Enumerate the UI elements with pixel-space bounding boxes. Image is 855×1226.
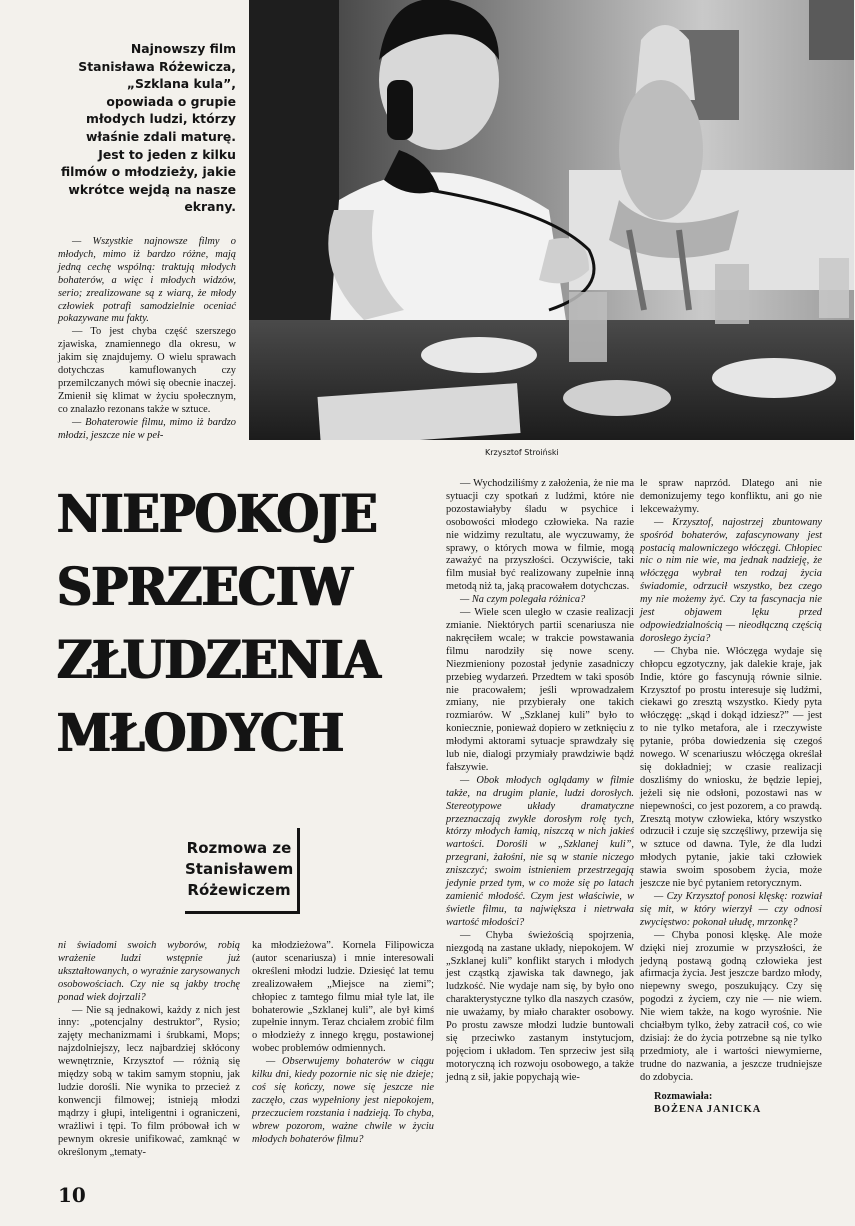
answer-7: — Chyba ponosi klęskę. Ale może dzięki niej zrozumie w przyszłości, że jedyną postawą godną człowieka jest afirmacja życia. Jest jeszcze bardzo młody, niepewny swego, poszukujący. Czy się pogodzi z życiem, czy nie — nie wiem. Nie wiem także, na kogo wyrośnie. Nie chciałbym tylko, żeby zatracił coś, co wie dzisiaj: że do życia potrzebne są nie tylko przedmioty, ale i wartości niewymierne, trudne do nazwania, a jeszcze trudniejsze do zdobycia.: [640, 929, 822, 1083]
question-2-start: — Bohaterowie filmu, mimo iż bardzo młodzi, jeszcze nie w peł-: [58, 416, 236, 441]
question-7: — Czy Krzysztof ponosi klęskę: rozwiał się mit, w który wierzył — czy odnosi zwycięstwo: pokonał ułudę, mrzonkę?: [640, 891, 822, 928]
film-still-illustration: [249, 0, 854, 440]
column-1-bottom: [58, 940, 240, 1159]
answer-2-end: ka młodzieżowa”. Kornela Filipowicza (autor scenariusza) i mnie interesowali określeni młodzi ludzie. Dziesięć lat temu zrealizowałem „Miejsce na ziemi”; chłopiec z tamtego filmu miał tyle lat, ile bohaterowie „Szklanej kuli”, ale był kimś zupełnie innym. Teraz chciałem zrobić film o młodzieży z innego kręgu, postawionej wobec problemów odmiennych.: [252, 940, 434, 1055]
question-1: — Wszystkie najnowsze filmy o młodych, mimo iż bardzo różne, mają jedną cechę wspólną: traktują młodych bohaterów, a więc i młodych widzów, serio; zrealizowane są z wiarą, że młody człowiek potrafi samodzielnie oceniać pokazywane mu fakty.: [58, 236, 236, 325]
question-3: — Obserwujemy bohaterów w ciągu kilku dni, kiedy pozornie nic się nie dzieje; coś się kończy, nowe się jeszcze nie zaczęło, czas wypełniony jest niepokojem, przeczuciem rozstania i nadzieją. To chyba, wbrew pozorom, ważne chwile w życiu młodych bohaterów filmu?: [252, 1056, 434, 1145]
headline-line-2: SPRZECIW: [56, 557, 351, 618]
subheading: Rozmowa ze Stanisławem Różewiczem: [185, 839, 294, 899]
film-still-photo: [249, 0, 854, 440]
headline: [56, 478, 404, 770]
answer-5-end: le spraw naprzód. Dlatego ani nie demonizujemy tego konfliktu, ani go nie lekceważymy.: [640, 478, 822, 515]
answer-2: — Nie są jednakowi, każdy z nich jest inny: „potencjalny destruktor”, Rysio; zajęty mechanizmami i śrubkami, Mops; najzdolniejszy, lecz najbardziej skłócony wewnętrznie, Krzysztof — różnią się między sobą w takim samym stopniu, jak ludzie dorośli. Nie wynika to przecież z konwencji filmowej; istnieją młodzi mądrzy i głupi, inteligentni i ograniczeni, wrażliwi i tępi. To film próbował ich w pewnym okresie unifikować, zamknąć w określonym „tematy-: [58, 1004, 240, 1158]
column-3: [446, 478, 634, 1085]
answer-4: — Wiele scen uległo w czasie realizacji zmianie. Niektórych partii scenariusza nie nakręciłem wcale; w trakcie powstawania filmu narodziły się nowe sceny. Niezmieniony pozostał jedynie zasadniczy przebieg wydarzeń. Przedtem w taki sposób nie pracowałem; jeśli wprowadzałem zmiany, nie przybierały one takich rozmiarów. W „Szklanej kuli” było to koniecznie, ponieważ dopiero w zetknięciu z młodymi aktorami sytuacje sprawdzały się lub nie, dialogi przymiały prawdziwie bądź fałszywie.: [446, 607, 634, 773]
answer-5: — Chyba świeżością spojrzenia, niezgodą na zastane układy, niepokojem. W „Szklanej kuli” konflikt starych i młodych jest cząstką zjawiska tak dawnego, jak ludzkość. Nie wydaje nam się, by było ono charakterystyczne tylko dla naszych czasów, nie uważamy, by miało charakter osobowy. Po prostu zawsze młodzi ludzie buntowali się przeciwko zastanym instytucjom, pojęciom i układom. Ten sprzeciw jest siłą motoryczną ich rozwoju osobowego, a także jedną z sił, jakie popychają wie-: [446, 929, 634, 1083]
page-number: 10: [58, 1183, 86, 1207]
column-4: [640, 478, 822, 1116]
signature-name: BOŻENA JANICKA: [654, 1103, 762, 1115]
question-6: — Krzysztof, najostrzej zbuntowany spośród bohaterów, zafascynowany jest postacią malowniczego włóczęgi. Chłopiec nic o nim nie wie, ma jednak nadzieję, że włóczęga wybrał ten rodzaj życia świadomie, odrzucił wszystko, bez czego my nie możemy żyć. Czy ta fascynacja nie jest objawem lęku przed odpowiedzialnością — nieodłączną częścią dorosłego życia?: [640, 516, 822, 644]
column-1-top: [58, 236, 236, 443]
headline-line-1: NIEPOKOJE: [56, 484, 376, 545]
question-2-end: ni świadomi swoich wyborów, robią wrażenie ludzi wstępnie już ukształtowanych, o wyraźnie zarysowanych osobowościach. Czy nie są jakby trochę ponad wiek dojrzali?: [58, 940, 240, 1003]
headline-line-3: ZŁUDZENIA: [56, 630, 379, 691]
answer-3: — Wychodziliśmy z założenia, że nie ma sytuacji czy spotkań z ludźmi, które nie pozostawiałyby śladu w psychice i osobowości młodego człowieka. Na razie nie widzimy rezultatu, ale wyczuwamy, że sprawy, o których mowa w filmie, mogą zaważyć na przyszłości. Oczywiście, taki film musiał być realizowany zupełnie inną metodą niż ta, jaką pracowałem dotychczas.: [446, 478, 634, 593]
answer-1: — To jest chyba część szerszego zjawiska, znamiennego dla okresu, w jakim się znajdujemy. O wielu sprawach dotychczas kamuflowanych czy przemilczanych mówi się obecnie inaczej. Zmienił się klimat w życiu społecznym, co znalazło rezonans także w sztuce.: [58, 326, 236, 415]
photo-caption: Krzysztof Stroiński: [485, 448, 559, 457]
lead-paragraph: Najnowszy film Stanisława Różewicza, „Szklana kula”, opowiada o grupie młodych ludzi, którzy właśnie zdali maturę. Jest to jeden z kilku filmów o młodzieży, jakie wkrótce wejdą na nasze ekrany.: [60, 41, 236, 215]
headline-line-4: MŁODYCH: [56, 703, 343, 764]
signature-label: Rozmawiała:: [654, 1090, 713, 1102]
answer-6: — Chyba nie. Włóczęga wydaje się chłopcu egzotyczny, jak dalekie kraje, jak Indie, które go fascynują równie silnie. Krzysztof po prostu interesuje się ludźmi, ciekawi go zresztą wszystko. Kiedy pyta włóczęgę: „skąd i dokąd idziesz?” — jest to nie tylko metafora, ale i rzeczywiste pytanie, próba dowiedzenia się czegoś nowego. W scenariuszu włóczęga określał się dokładniej; w czasie realizacji doszliśmy do wniosku, że będzie lepiej, jeżeli się nie odsłoni, pozostawi nas w niepewności, co jest pozorem, a co prawdą. Zresztą motyw człowieka, który wszystko odrzucił i czuje się szczęśliwy, przewija się w sztuce od dawna. Tyle, że dla ludzi młodych pytanie, jakie taki człowiek stawia swoim sposobem życia, może jeszcze nie być pytaniem retorycznym.: [640, 645, 822, 890]
question-5: — Obok młodych oglądamy w filmie także, na drugim planie, ludzi dorosłych. Stereotypowe układy dramatyczne przeznaczają zwykle dorosłym rolę tych, którzy młodych łamią, niszczą w nich jakieś wartości. Dorośli w „Szklanej kuli”, przegrani, żałośni, nie są w stanie niczego zniszczyć; swoim istnieniem przestrzegają jedynie przed tym, w co może się po latach zamienić młodość. Czym jest właściwie, w świetle filmu, ta największa i nietrwała wartość młodości?: [446, 774, 634, 928]
column-2: [252, 940, 434, 1147]
question-4: — Na czym polegała różnica?: [460, 594, 586, 606]
